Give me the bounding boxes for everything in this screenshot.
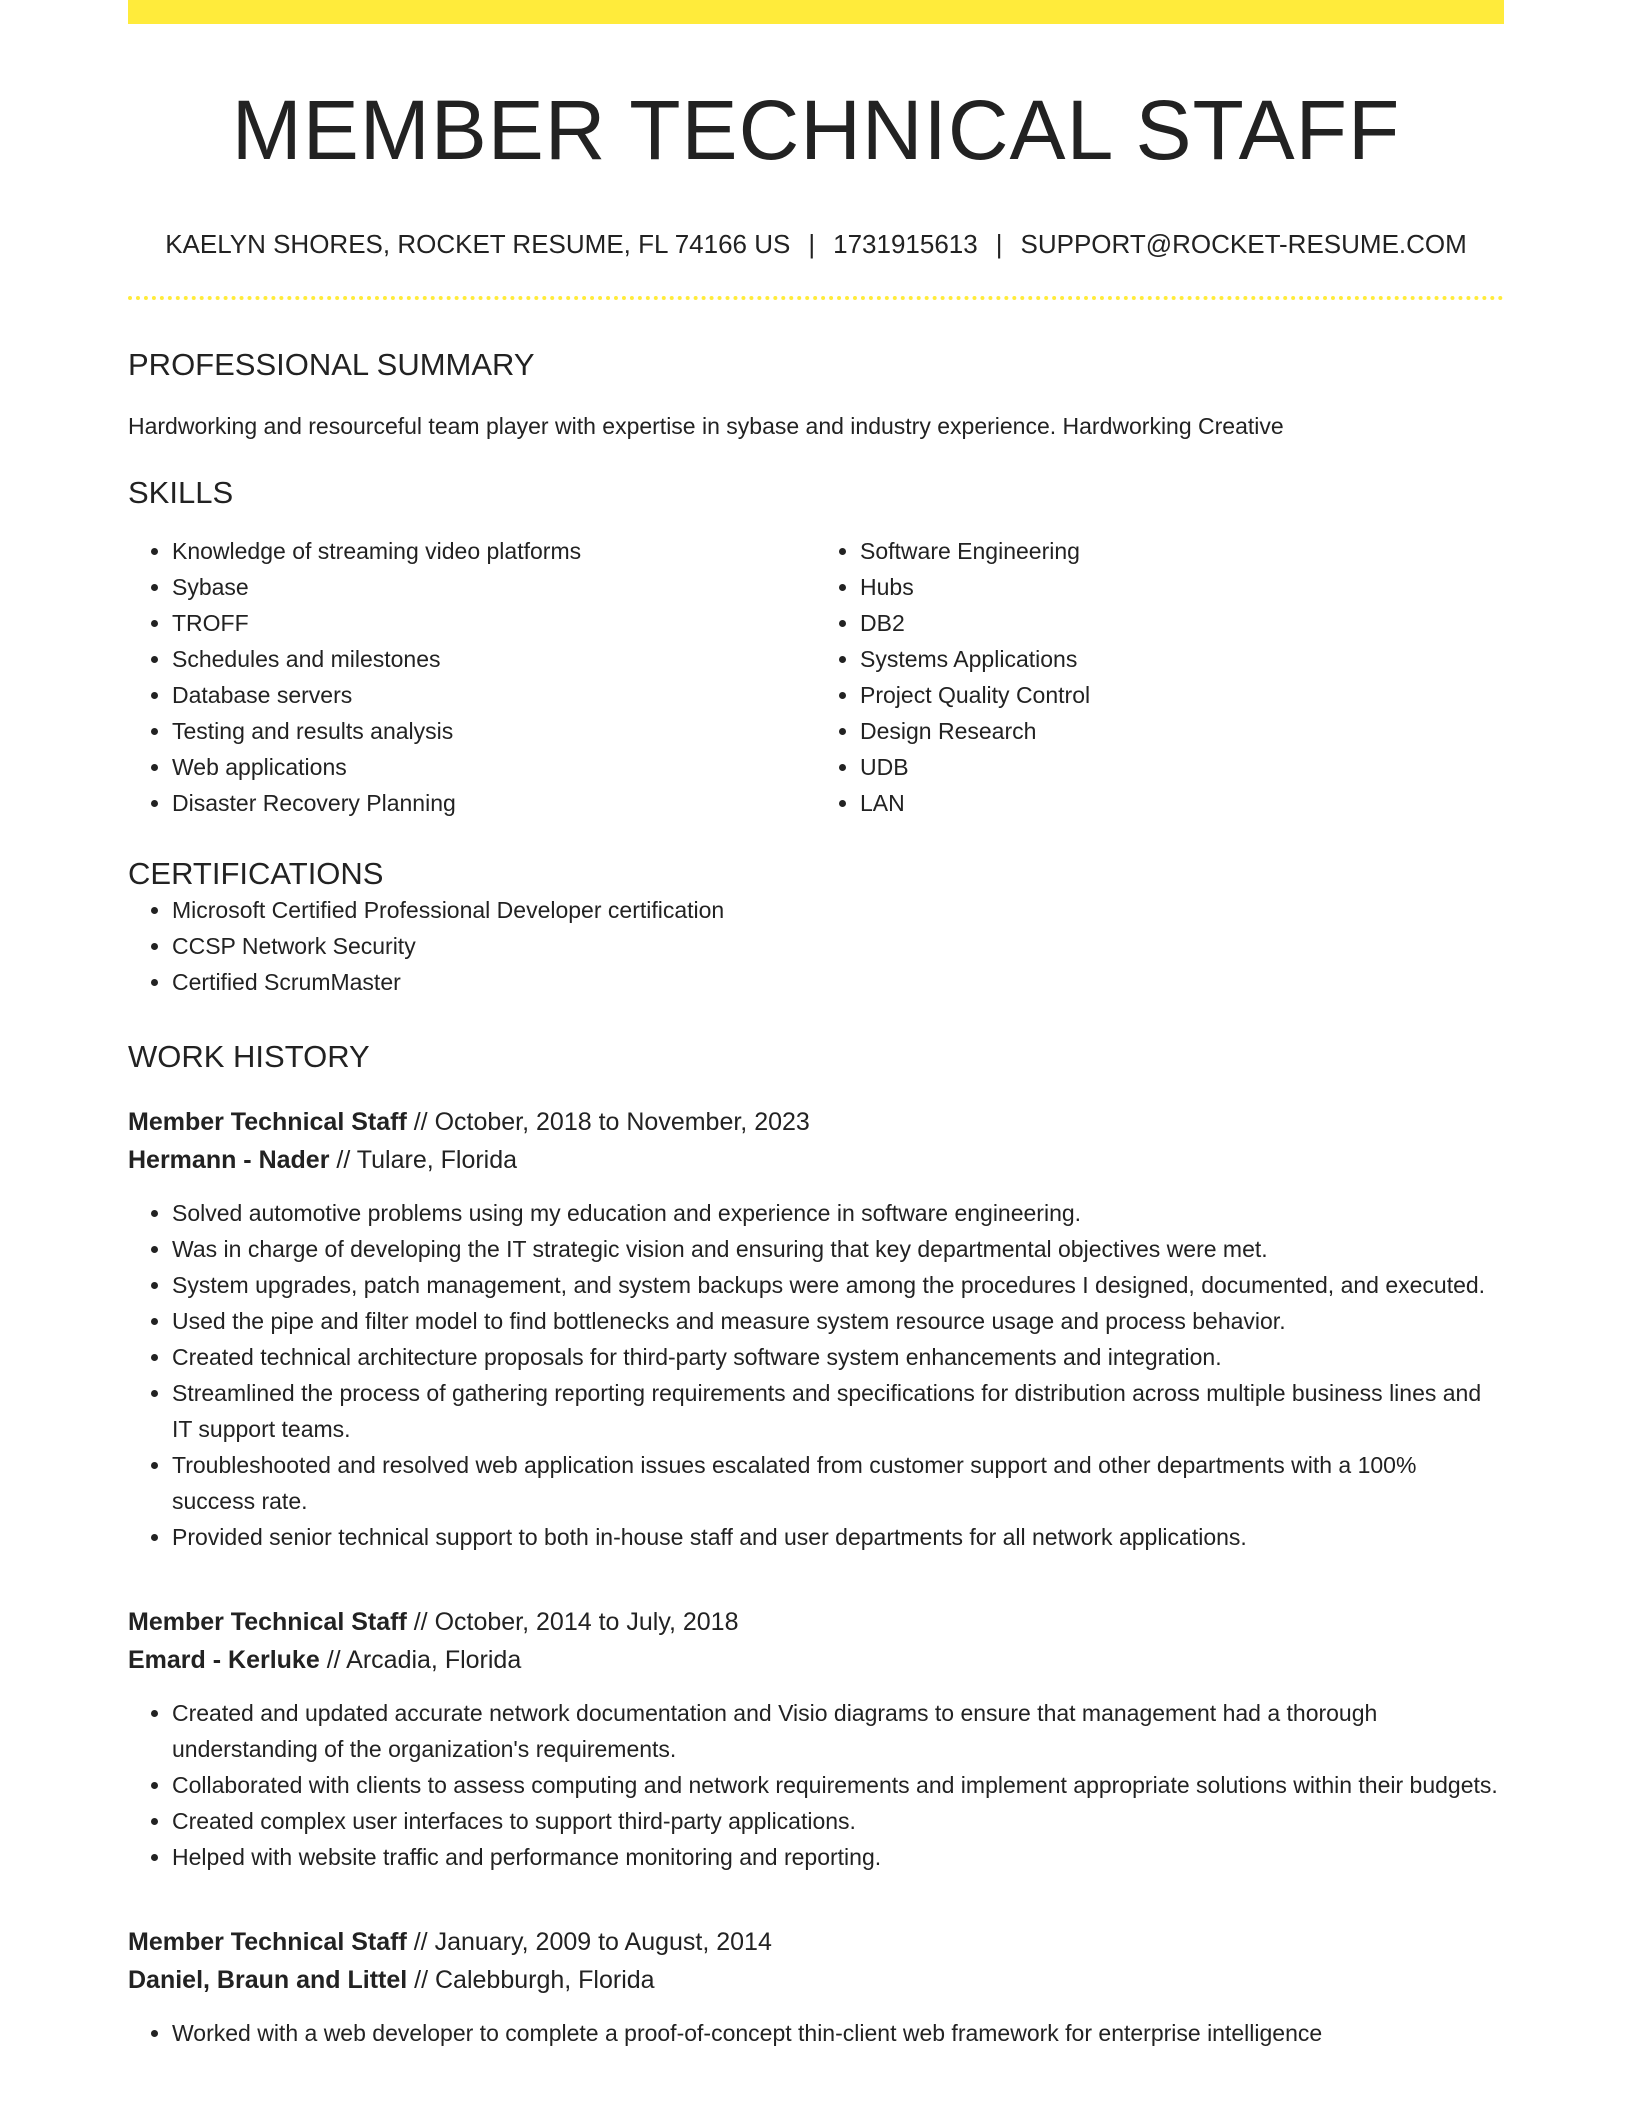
- skill-item: • DB2: [860, 605, 1504, 641]
- job-bullet: • Solved automotive problems using my education and experience in software engineering.: [172, 1195, 1504, 1231]
- contact-separator: |: [995, 228, 1003, 259]
- skill-item: • Disaster Recovery Planning: [172, 785, 816, 821]
- job-location: // Arcadia, Florida: [326, 1646, 522, 1675]
- skill-item: • Systems Applications: [860, 641, 1504, 677]
- job-bullet: • Troubleshooted and resolved web application issues escalated from customer support and other departments with a 100% success rate.: [172, 1447, 1504, 1519]
- job-title-line: [128, 1603, 1504, 1641]
- certification-item: • Certified ScrumMaster: [172, 964, 1504, 1000]
- job-bullet: • Helped with website traffic and performance monitoring and reporting.: [172, 1839, 1504, 1875]
- accent-bar: [128, 0, 1504, 24]
- certification-item: • Microsoft Certified Professional Developer certification: [172, 892, 1504, 928]
- job-bullet: • Created and updated accurate network documentation and Visio diagrams to ensure that management had a thorough understanding of the organization's requirements.: [172, 1695, 1504, 1767]
- skill-item: • Database servers: [172, 677, 816, 713]
- job-dates: // October, 2018 to November, 2023: [413, 1108, 810, 1137]
- job-dates: // October, 2014 to July, 2018: [413, 1608, 739, 1637]
- work-history-list: [128, 1103, 1504, 2051]
- skill-item: • Software Engineering: [860, 533, 1504, 569]
- skill-item: • Web applications: [172, 749, 816, 785]
- job-bullet: • Collaborated with clients to assess computing and network requirements and implement appropriate solutions within their budgets.: [172, 1767, 1504, 1803]
- job-dates: // January, 2009 to August, 2014: [413, 1928, 772, 1957]
- job-title-line: [128, 1103, 1504, 1141]
- job-role: Member Technical Staff: [128, 1608, 407, 1637]
- work-history-heading: WORK HISTORY: [128, 1039, 370, 1075]
- skill-item: • LAN: [860, 785, 1504, 821]
- certifications-list: [128, 892, 1504, 1000]
- skill-item: • Hubs: [860, 569, 1504, 605]
- contact-address: KAELYN SHORES, ROCKET RESUME, FL 74166 US: [165, 228, 791, 259]
- skill-item: • Project Quality Control: [860, 677, 1504, 713]
- job-company-line: [128, 1141, 1504, 1179]
- job-company: Hermann - Nader: [128, 1146, 330, 1175]
- skills-columns: [128, 533, 1504, 821]
- job-bullet: • Created complex user interfaces to support third-party applications.: [172, 1803, 1504, 1839]
- job-bullet: • Streamlined the process of gathering reporting requirements and specifications for distribution across multiple business lines and IT support teams.: [172, 1375, 1504, 1447]
- job-bullet: • Worked with a web developer to complete a proof-of-concept thin-client web framework for enterprise intelligence: [172, 2015, 1504, 2051]
- job-bullet: • Was in charge of developing the IT strategic vision and ensuring that key departmental objectives were met.: [172, 1231, 1504, 1267]
- job-bullet: • Used the pipe and filter model to find bottlenecks and measure system resource usage and process behavior.: [172, 1303, 1504, 1339]
- job-location: // Tulare, Florida: [336, 1146, 518, 1175]
- job-location: // Calebburgh, Florida: [414, 1966, 655, 1995]
- skill-item: • Design Research: [860, 713, 1504, 749]
- job-company: Daniel, Braun and Littel: [128, 1966, 408, 1995]
- resume-name: MEMBER TECHNICAL STAFF: [231, 83, 1401, 177]
- job-bullet: • Provided senior technical support to both in-house staff and user departments for all network applications.: [172, 1519, 1504, 1555]
- job-entry: [128, 1103, 1504, 1555]
- job-entry: [128, 1923, 1504, 2051]
- job-bullets: [128, 1195, 1504, 1555]
- contact-phone: 1731915613: [833, 228, 978, 259]
- job-role: Member Technical Staff: [128, 1108, 407, 1137]
- skill-item: • UDB: [860, 749, 1504, 785]
- contact-separator: |: [808, 228, 816, 259]
- certifications-heading: CERTIFICATIONS: [128, 855, 384, 891]
- skill-item: • Sybase: [172, 569, 816, 605]
- skill-item: • Knowledge of streaming video platforms: [172, 533, 816, 569]
- skills-list-right: [816, 533, 1504, 821]
- job-title-line: [128, 1923, 1504, 1961]
- job-bullet: • Created technical architecture proposals for third-party software system enhancements and integration.: [172, 1339, 1504, 1375]
- job-bullet: • System upgrades, patch management, and system backups were among the procedures I designed, documented, and executed.: [172, 1267, 1504, 1303]
- job-entry: [128, 1603, 1504, 1875]
- certification-item: • CCSP Network Security: [172, 928, 1504, 964]
- contact-line: [128, 229, 1504, 260]
- job-company-line: [128, 1641, 1504, 1679]
- skills-list-left: [128, 533, 816, 821]
- contact-email: SUPPORT@ROCKET-RESUME.COM: [1020, 228, 1467, 259]
- skill-item: • TROFF: [172, 605, 816, 641]
- job-role: Member Technical Staff: [128, 1928, 407, 1957]
- job-bullets: [128, 1695, 1504, 1875]
- resume-page: [128, 0, 1504, 2051]
- dotted-divider: [128, 296, 1504, 300]
- job-bullets: [128, 2015, 1504, 2051]
- summary-text: Hardworking and resourceful team player with expertise in sybase and industry experience. Hardworking Creative: [128, 413, 1284, 440]
- job-company: Emard - Kerluke: [128, 1646, 320, 1675]
- skills-heading: SKILLS: [128, 474, 234, 510]
- job-company-line: [128, 1961, 1504, 1999]
- skill-item: • Schedules and milestones: [172, 641, 816, 677]
- skill-item: • Testing and results analysis: [172, 713, 816, 749]
- summary-heading: PROFESSIONAL SUMMARY: [128, 346, 535, 382]
